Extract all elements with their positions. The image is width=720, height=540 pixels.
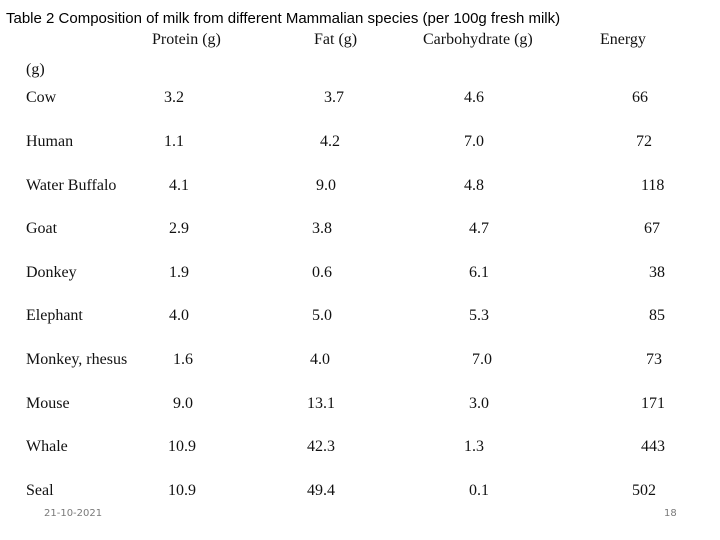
carbohydrate-cell: 7.0 [464, 133, 484, 150]
table-title: Table 2 Composition of milk from different Mammalian species (per 100g fresh milk) [6, 10, 561, 27]
carbohydrate-cell: 1.3 [464, 438, 484, 455]
header-fat: Fat (g) [314, 31, 358, 48]
carbohydrate-cell: 4.8 [464, 177, 484, 194]
species-label: Water Buffalo [26, 177, 117, 194]
header-protein: Protein (g) [152, 31, 221, 48]
energy-cell: 66 [632, 89, 648, 106]
fat-cell: 5.0 [312, 307, 332, 324]
species-label: Seal [26, 482, 54, 499]
energy-unit: (g) [26, 61, 45, 78]
carbohydrate-cell: 0.1 [469, 482, 489, 499]
fat-cell: 4.0 [310, 351, 330, 368]
fat-cell: 9.0 [316, 177, 336, 194]
species-label: Monkey, rhesus [26, 351, 128, 368]
species-label: Whale [26, 438, 68, 455]
species-label: Mouse [26, 395, 70, 412]
species-label: Elephant [26, 307, 83, 324]
fat-cell: 13.1 [307, 395, 335, 412]
energy-cell: 38 [649, 264, 665, 281]
carbohydrate-cell: 3.0 [469, 395, 489, 412]
fat-cell: 3.7 [324, 89, 344, 106]
species-label: Human [26, 133, 74, 150]
protein-cell: 2.9 [169, 220, 189, 237]
carbohydrate-cell: 5.3 [469, 307, 489, 324]
species-label: Cow [26, 89, 57, 106]
protein-cell: 1.1 [164, 133, 184, 150]
energy-cell: 502 [632, 482, 656, 499]
species-label: Donkey [26, 264, 77, 281]
energy-cell: 73 [646, 351, 662, 368]
protein-cell: 9.0 [173, 395, 193, 412]
protein-cell: 4.0 [169, 307, 189, 324]
carbohydrate-cell: 4.7 [469, 220, 489, 237]
footer-page: 18 [664, 508, 677, 519]
protein-cell: 4.1 [169, 177, 189, 194]
fat-cell: 42.3 [307, 438, 335, 455]
fat-cell: 49.4 [307, 482, 335, 499]
protein-cell: 10.9 [168, 438, 196, 455]
carbohydrate-cell: 7.0 [472, 351, 492, 368]
protein-cell: 10.9 [168, 482, 196, 499]
carbohydrate-cell: 4.6 [464, 89, 484, 106]
energy-cell: 67 [644, 220, 660, 237]
energy-cell: 171 [641, 395, 665, 412]
fat-cell: 0.6 [312, 264, 332, 281]
header-energy: Energy [600, 31, 646, 48]
header-carbohydrate: Carbohydrate (g) [423, 31, 533, 48]
footer-date: 21-10-2021 [44, 508, 103, 519]
energy-cell: 118 [641, 177, 665, 194]
protein-cell: 1.9 [169, 264, 189, 281]
energy-cell: 85 [649, 307, 665, 324]
species-label: Goat [26, 220, 58, 237]
carbohydrate-cell: 6.1 [469, 264, 489, 281]
fat-cell: 4.2 [320, 133, 340, 150]
energy-cell: 72 [636, 133, 652, 150]
energy-cell: 443 [641, 438, 665, 455]
protein-cell: 3.2 [164, 89, 184, 106]
protein-cell: 1.6 [173, 351, 193, 368]
fat-cell: 3.8 [312, 220, 332, 237]
